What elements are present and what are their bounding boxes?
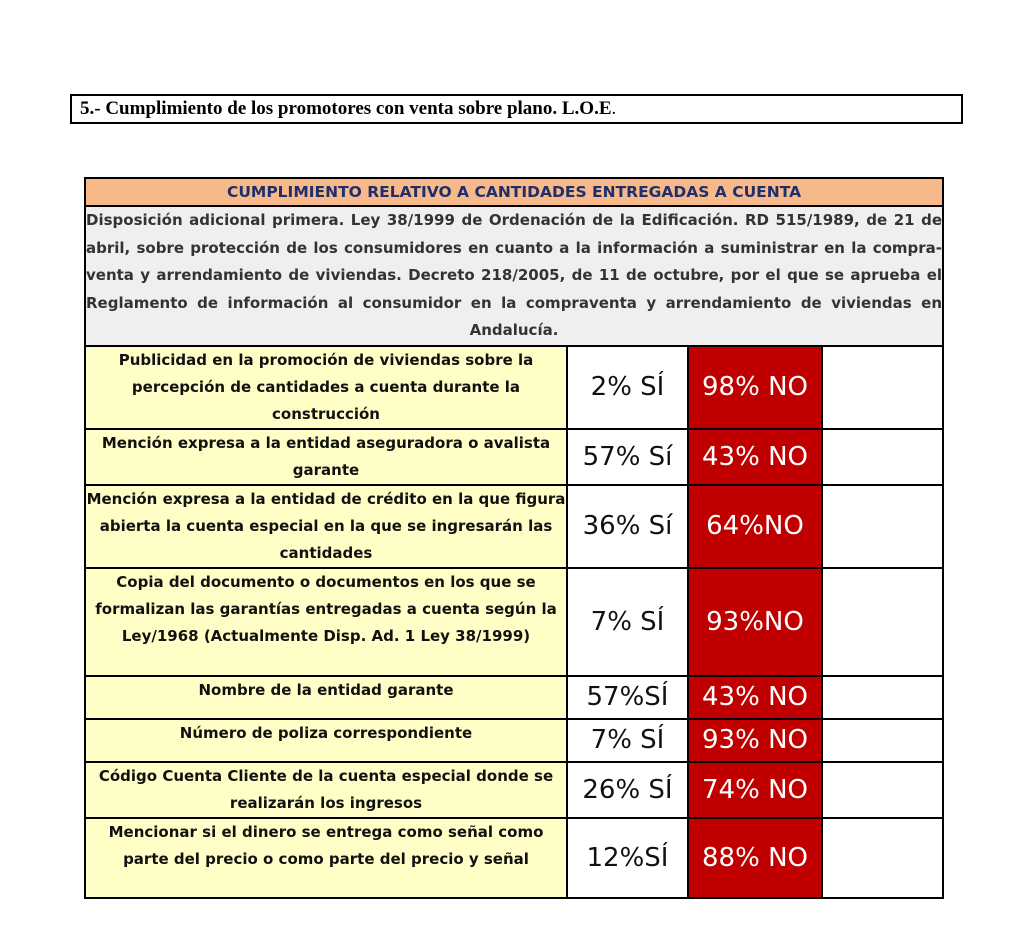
yes-percentage: 26% SÍ	[567, 762, 688, 818]
legal-reference-cell	[85, 206, 943, 346]
row-label: Código Cuenta Cliente de la cuenta especial donde se realizarán los ingresos	[85, 762, 567, 818]
table-heading-row	[85, 178, 943, 206]
row-label: Mención expresa a la entidad de crédito en la que figura abierta la cuenta especial en la que se ingresarán las cantidades	[85, 485, 567, 568]
table-row	[85, 676, 943, 719]
table-row	[85, 346, 943, 429]
yes-percentage: 7% SÍ	[567, 719, 688, 762]
table-row	[85, 818, 943, 898]
empty-cell	[822, 485, 943, 568]
yes-percentage: 12%SÍ	[567, 818, 688, 898]
no-percentage: 43% NO	[688, 429, 822, 485]
yes-percentage: 57% Sí	[567, 429, 688, 485]
table-row	[85, 485, 943, 568]
row-label: Nombre de la entidad garante	[85, 676, 567, 719]
empty-cell	[822, 676, 943, 719]
legal-reference-text: Disposición adicional primera. Ley 38/1999 de Ordenación de la Edificación. RD 515/1989, de 21 de abril, sobre protección de los consumidores en cuanto a la información a suministrar en la compra-venta y arrendamiento de viviendas. Decreto 218/2005, de 11 de octubre, por el que se aprueba el Reglamento de información al consumidor en la compraventa y arrendamiento de viviendas en Andalucía.	[86, 211, 943, 339]
compliance-table	[84, 177, 944, 899]
table-row	[85, 568, 943, 676]
row-label: Copia del documento o documentos en los que se formalizan las garantías entregadas a cuenta según la Ley/1968 (Actualmente Disp. Ad. 1 Ley 38/1999)	[85, 568, 567, 676]
table-row	[85, 429, 943, 485]
row-label: Número de poliza correspondiente	[85, 719, 567, 762]
yes-percentage: 7% SÍ	[567, 568, 688, 676]
no-percentage: 64%NO	[688, 485, 822, 568]
section-title-tail: .	[611, 98, 617, 119]
legal-reference-row	[85, 206, 943, 346]
table-heading: CUMPLIMIENTO RELATIVO A CANTIDADES ENTREGADAS A CUENTA	[85, 178, 943, 206]
no-percentage: 88% NO	[688, 818, 822, 898]
empty-cell	[822, 762, 943, 818]
row-label: Publicidad en la promoción de viviendas sobre la percepción de cantidades a cuenta durante la construcción	[85, 346, 567, 429]
empty-cell	[822, 719, 943, 762]
row-label: Mencionar si el dinero se entrega como señal como parte del precio o como parte del precio y señal	[85, 818, 567, 898]
no-percentage: 93% NO	[688, 719, 822, 762]
no-percentage: 98% NO	[688, 346, 822, 429]
section-title-box	[70, 94, 963, 124]
yes-percentage: 2% SÍ	[567, 346, 688, 429]
table-row	[85, 762, 943, 818]
table-row	[85, 719, 943, 762]
row-label: Mención expresa a la entidad aseguradora o avalista garante	[85, 429, 567, 485]
empty-cell	[822, 429, 943, 485]
empty-cell	[822, 568, 943, 676]
yes-percentage: 36% Sí	[567, 485, 688, 568]
empty-cell	[822, 818, 943, 898]
no-percentage: 93%NO	[688, 568, 822, 676]
section-title: 5.- Cumplimiento de los promotores con venta sobre plano. L.O.E	[80, 98, 612, 119]
no-percentage: 43% NO	[688, 676, 822, 719]
empty-cell	[822, 346, 943, 429]
no-percentage: 74% NO	[688, 762, 822, 818]
yes-percentage: 57%SÍ	[567, 676, 688, 719]
